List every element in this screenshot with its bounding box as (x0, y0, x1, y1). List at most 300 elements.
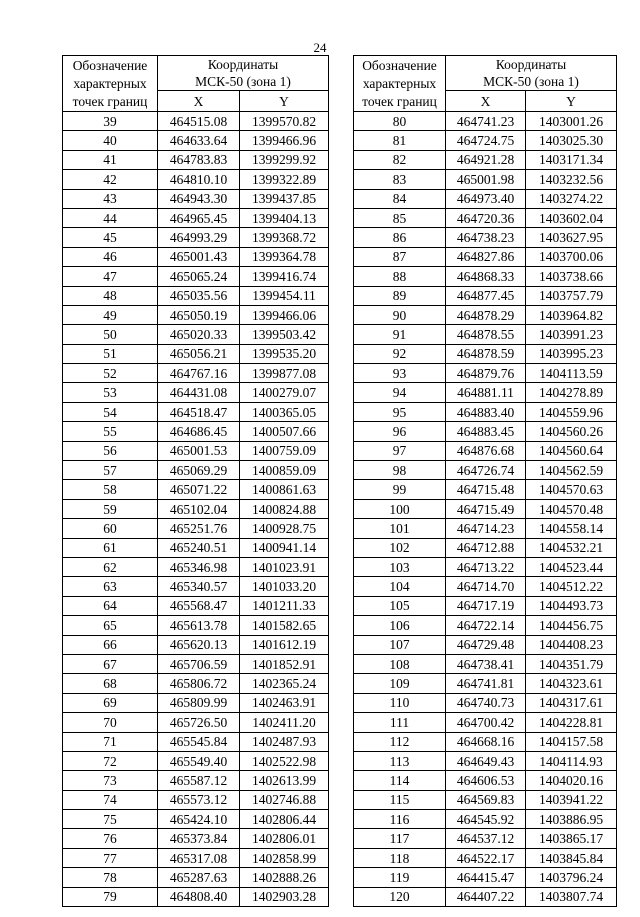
x-coordinate: 464877.45 (446, 286, 526, 305)
table-row (354, 247, 617, 266)
point-number: 87 (354, 247, 446, 266)
point-number: 104 (354, 577, 446, 596)
designation-header-line: характерных (362, 75, 437, 91)
point-number: 42 (63, 170, 158, 189)
y-coordinate: 1401582.65 (240, 616, 329, 635)
table-row (354, 286, 617, 305)
table-row (63, 868, 329, 887)
x-coordinate: 464415.47 (446, 868, 526, 887)
point-number: 65 (63, 616, 158, 635)
x-coordinate: 464715.49 (446, 499, 526, 518)
point-number: 95 (354, 402, 446, 421)
point-number: 77 (63, 848, 158, 867)
y-coordinate: 1404351.79 (526, 654, 617, 673)
point-number: 90 (354, 305, 446, 324)
table-row (63, 577, 329, 596)
y-coordinate: 1399570.82 (240, 112, 329, 131)
point-number: 119 (354, 868, 446, 887)
x-coordinate: 464883.45 (446, 422, 526, 441)
point-number: 117 (354, 829, 446, 848)
x-coordinate: 464515.08 (158, 112, 240, 131)
table-row (63, 693, 329, 712)
point-number: 67 (63, 654, 158, 673)
table-row (354, 344, 617, 363)
x-coordinate: 465050.19 (158, 305, 240, 324)
point-number: 62 (63, 557, 158, 576)
x-coordinate: 464740.73 (446, 693, 526, 712)
y-coordinate: 1404020.16 (526, 771, 617, 790)
designation-header-line: Обозначение (72, 57, 148, 73)
x-coordinate: 464407.22 (446, 887, 526, 906)
x-coordinate: 464714.70 (446, 577, 526, 596)
y-coordinate: 1403627.95 (526, 228, 617, 247)
point-number: 101 (354, 519, 446, 538)
y-coordinate: 1404408.23 (526, 635, 617, 654)
y-coordinate: 1402888.26 (240, 868, 329, 887)
y-coordinate: 1400941.14 (240, 538, 329, 557)
y-coordinate: 1402487.93 (240, 732, 329, 751)
y-coordinate: 1404532.21 (526, 538, 617, 557)
table-row (63, 422, 329, 441)
table-row (63, 364, 329, 383)
y-coordinate: 1402806.44 (240, 810, 329, 829)
y-coordinate: 1403738.66 (526, 267, 617, 286)
x-coordinate: 465706.59 (158, 654, 240, 673)
y-coordinate: 1404512.22 (526, 577, 617, 596)
y-coordinate: 1403886.95 (526, 810, 617, 829)
table-row (354, 364, 617, 383)
y-coordinate: 1402522.98 (240, 751, 329, 770)
table-row (354, 887, 617, 906)
designation-header-line: характерных (73, 75, 147, 91)
table-row (63, 189, 329, 208)
table-row (63, 771, 329, 790)
y-coordinate: 1403964.82 (526, 305, 617, 324)
table-row (63, 557, 329, 576)
x-coordinate: 465287.63 (158, 868, 240, 887)
table-row (354, 208, 617, 227)
table-row (63, 247, 329, 266)
table-row (354, 267, 617, 286)
x-coordinate: 464717.19 (446, 596, 526, 615)
table-row (354, 790, 617, 809)
table-row (354, 305, 617, 324)
designation-header-line: точек границ (72, 93, 148, 109)
point-number: 94 (354, 383, 446, 402)
x-coordinate: 464738.23 (446, 228, 526, 247)
y-coordinate: 1402858.99 (240, 848, 329, 867)
y-coordinate: 1404523.44 (526, 557, 617, 576)
point-number: 53 (63, 383, 158, 402)
point-number: 98 (354, 461, 446, 480)
x-coordinate: 464810.10 (158, 170, 240, 189)
point-number: 58 (63, 480, 158, 499)
x-coordinate: 464879.76 (446, 364, 526, 383)
point-number: 80 (354, 112, 446, 131)
x-coordinate: 465573.12 (158, 790, 240, 809)
y-coordinate: 1403274.22 (526, 189, 617, 208)
x-coordinate: 464878.59 (446, 344, 526, 363)
y-coordinate: 1404570.63 (526, 480, 617, 499)
x-coordinate: 464715.48 (446, 480, 526, 499)
x-coordinate: 464883.40 (446, 402, 526, 421)
table-row (354, 383, 617, 402)
point-number: 76 (63, 829, 158, 848)
point-number: 71 (63, 732, 158, 751)
table-row (354, 868, 617, 887)
point-number: 93 (354, 364, 446, 383)
y-coordinate: 1402613.99 (240, 771, 329, 790)
point-number: 59 (63, 499, 158, 518)
x-coordinate: 465102.04 (158, 499, 240, 518)
y-coordinate: 1404157.58 (526, 732, 617, 751)
point-number: 111 (354, 713, 446, 732)
table-row (354, 596, 617, 615)
point-number: 100 (354, 499, 446, 518)
point-number: 109 (354, 674, 446, 693)
table-row (63, 402, 329, 421)
y-coordinate: 1403995.23 (526, 344, 617, 363)
y-coordinate: 1400759.09 (240, 441, 329, 460)
table-row (63, 112, 329, 131)
y-coordinate: 1403845.84 (526, 848, 617, 867)
point-number: 118 (354, 848, 446, 867)
x-coordinate: 464537.12 (446, 829, 526, 848)
x-coordinate: 464741.23 (446, 112, 526, 131)
x-coordinate: 465568.47 (158, 596, 240, 615)
y-coordinate: 1404559.96 (526, 402, 617, 421)
point-number: 106 (354, 616, 446, 635)
x-coordinate: 465545.84 (158, 732, 240, 751)
point-number: 69 (63, 693, 158, 712)
y-coordinate: 1400861.63 (240, 480, 329, 499)
point-number: 63 (63, 577, 158, 596)
table-row (354, 189, 617, 208)
table-row (354, 519, 617, 538)
x-coordinate: 465069.29 (158, 461, 240, 480)
y-coordinate: 1403001.26 (526, 112, 617, 131)
y-coordinate: 1404278.89 (526, 383, 617, 402)
y-coordinate: 1403171.34 (526, 150, 617, 169)
table-row (354, 461, 617, 480)
table-row (63, 267, 329, 286)
point-number: 102 (354, 538, 446, 557)
x-coordinate: 464965.45 (158, 208, 240, 227)
x-coordinate: 464726.74 (446, 461, 526, 480)
x-coordinate: 465613.78 (158, 616, 240, 635)
point-number: 105 (354, 596, 446, 615)
table-row (354, 674, 617, 693)
y-coordinate: 1404323.61 (526, 674, 617, 693)
point-number: 103 (354, 557, 446, 576)
table-row (63, 713, 329, 732)
point-number: 64 (63, 596, 158, 615)
table-row (63, 228, 329, 247)
y-coordinate: 1401852.91 (240, 654, 329, 673)
x-coordinate: 465806.72 (158, 674, 240, 693)
x-coordinate: 464606.53 (446, 771, 526, 790)
y-coordinate: 1402411.20 (240, 713, 329, 732)
y-coordinate: 1403757.79 (526, 286, 617, 305)
table-row (354, 131, 617, 150)
y-coordinate: 1400824.88 (240, 499, 329, 518)
y-coordinate: 1399466.06 (240, 305, 329, 324)
y-coordinate: 1399416.74 (240, 267, 329, 286)
x-coordinate: 464431.08 (158, 383, 240, 402)
y-coordinate: 1399299.92 (240, 150, 329, 169)
x-coordinate: 465340.57 (158, 577, 240, 596)
table-row (63, 538, 329, 557)
y-coordinate: 1404456.75 (526, 616, 617, 635)
x-coordinate: 464881.11 (446, 383, 526, 402)
x-coordinate: 465020.33 (158, 325, 240, 344)
x-coordinate: 465549.40 (158, 751, 240, 770)
point-number: 57 (63, 461, 158, 480)
x-coordinate: 465587.12 (158, 771, 240, 790)
x-coordinate: 465373.84 (158, 829, 240, 848)
x-coordinate: 465726.50 (158, 713, 240, 732)
point-number: 49 (63, 305, 158, 324)
point-number: 51 (63, 344, 158, 363)
y-coordinate: 1404113.59 (526, 364, 617, 383)
table-row (354, 635, 617, 654)
y-coordinate: 1399535.20 (240, 344, 329, 363)
y-coordinate: 1403025.30 (526, 131, 617, 150)
point-number: 66 (63, 635, 158, 654)
table-row (63, 208, 329, 227)
table-row (63, 131, 329, 150)
table-row (354, 480, 617, 499)
y-coordinate: 1403865.17 (526, 829, 617, 848)
table-row (354, 441, 617, 460)
point-number: 45 (63, 228, 158, 247)
point-number: 47 (63, 267, 158, 286)
coordinates-header-line: МСК-50 (зона 1) (483, 74, 579, 89)
y-coordinate: 1399364.78 (240, 247, 329, 266)
y-coordinate: 1403700.06 (526, 247, 617, 266)
table-row (354, 732, 617, 751)
point-number: 40 (63, 131, 158, 150)
x-coordinate: 464713.22 (446, 557, 526, 576)
point-number: 55 (63, 422, 158, 441)
table-row (354, 616, 617, 635)
table-row (63, 461, 329, 480)
point-number: 48 (63, 286, 158, 305)
point-number: 99 (354, 480, 446, 499)
x-coordinate: 465001.43 (158, 247, 240, 266)
x-coordinate: 464868.33 (446, 267, 526, 286)
point-number: 116 (354, 810, 446, 829)
y-coordinate: 1400859.09 (240, 461, 329, 480)
point-number: 89 (354, 286, 446, 305)
x-coordinate: 464767.16 (158, 364, 240, 383)
table-row (63, 325, 329, 344)
x-coordinate: 464827.86 (446, 247, 526, 266)
x-coordinate: 464741.81 (446, 674, 526, 693)
x-coordinate: 465251.76 (158, 519, 240, 538)
y-coordinate: 1403602.04 (526, 208, 617, 227)
x-coordinate: 465317.08 (158, 848, 240, 867)
table-row (354, 713, 617, 732)
table-row (354, 538, 617, 557)
point-number: 56 (63, 441, 158, 460)
x-coordinate: 464729.48 (446, 635, 526, 654)
x-coordinate: 464569.83 (446, 790, 526, 809)
point-number: 44 (63, 208, 158, 227)
y-coordinate: 1404228.81 (526, 713, 617, 732)
table-row (63, 519, 329, 538)
y-coordinate: 1399454.11 (240, 286, 329, 305)
table-row (354, 751, 617, 770)
x-coordinate: 464783.83 (158, 150, 240, 169)
x-coordinate: 464700.42 (446, 713, 526, 732)
point-number: 60 (63, 519, 158, 538)
table-row (354, 577, 617, 596)
designation-header-line: Обозначение (362, 57, 437, 73)
table-row (354, 771, 617, 790)
x-coordinate: 464720.36 (446, 208, 526, 227)
designation-header (63, 56, 158, 112)
point-number: 84 (354, 189, 446, 208)
table-row (354, 325, 617, 344)
x-coordinate: 464921.28 (446, 150, 526, 169)
y-coordinate: 1404562.59 (526, 461, 617, 480)
designation-header (354, 56, 446, 112)
table-row (63, 441, 329, 460)
y-coordinate: 1404560.26 (526, 422, 617, 441)
page-number: 24 (313, 40, 327, 55)
coordinates-table-right (353, 55, 617, 907)
x-coordinate: 464738.41 (446, 654, 526, 673)
table-row (354, 848, 617, 867)
coordinates-header-line: Координаты (207, 57, 279, 72)
y-coordinate: 1403991.23 (526, 325, 617, 344)
y-coordinate: 1404560.64 (526, 441, 617, 460)
y-coordinate: 1404317.61 (526, 693, 617, 712)
table-row (63, 732, 329, 751)
point-number: 114 (354, 771, 446, 790)
x-coordinate: 465620.13 (158, 635, 240, 654)
y-coordinate: 1402365.24 (240, 674, 329, 693)
point-number: 82 (354, 150, 446, 169)
point-number: 73 (63, 771, 158, 790)
table-row (63, 286, 329, 305)
y-coordinate: 1400279.07 (240, 383, 329, 402)
y-coordinate: 1404114.93 (526, 751, 617, 770)
x-coordinate: 464722.14 (446, 616, 526, 635)
y-header: Y (240, 91, 329, 112)
table-row (354, 170, 617, 189)
table-row (63, 150, 329, 169)
x-coordinate: 465346.98 (158, 557, 240, 576)
x-coordinate: 465035.56 (158, 286, 240, 305)
table-row (354, 150, 617, 169)
point-number: 120 (354, 887, 446, 906)
point-number: 54 (63, 402, 158, 421)
y-coordinate: 1403941.22 (526, 790, 617, 809)
table-row (354, 422, 617, 441)
x-coordinate: 464876.68 (446, 441, 526, 460)
y-coordinate: 1399322.89 (240, 170, 329, 189)
y-coordinate: 1403232.56 (526, 170, 617, 189)
x-coordinate: 464993.29 (158, 228, 240, 247)
y-coordinate: 1402806.01 (240, 829, 329, 848)
table-row (354, 112, 617, 131)
x-coordinate: 464943.30 (158, 189, 240, 208)
y-coordinate: 1399437.85 (240, 189, 329, 208)
coordinates-table-left (62, 55, 329, 907)
x-coordinate: 465240.51 (158, 538, 240, 557)
point-number: 68 (63, 674, 158, 693)
table-row (354, 557, 617, 576)
designation-header-line: точек границ (362, 93, 437, 109)
point-number: 83 (354, 170, 446, 189)
point-number: 75 (63, 810, 158, 829)
table-row (63, 305, 329, 324)
y-coordinate: 1399877.08 (240, 364, 329, 383)
table-row (354, 693, 617, 712)
table-row (63, 829, 329, 848)
table-row (63, 674, 329, 693)
point-number: 92 (354, 344, 446, 363)
x-coordinate: 464668.16 (446, 732, 526, 751)
x-header: X (158, 91, 240, 112)
table-row (63, 499, 329, 518)
y-coordinate: 1400507.66 (240, 422, 329, 441)
y-coordinate: 1404493.73 (526, 596, 617, 615)
x-header: X (446, 91, 526, 112)
y-coordinate: 1403807.74 (526, 887, 617, 906)
x-coordinate: 465001.98 (446, 170, 526, 189)
coordinates-header-line: Координаты (495, 57, 567, 72)
y-coordinate: 1401033.20 (240, 577, 329, 596)
point-number: 81 (354, 131, 446, 150)
table-row (63, 887, 329, 906)
point-number: 41 (63, 150, 158, 169)
x-coordinate: 464522.17 (446, 848, 526, 867)
table-row (63, 635, 329, 654)
table-row (63, 654, 329, 673)
point-number: 74 (63, 790, 158, 809)
x-coordinate: 464686.45 (158, 422, 240, 441)
table-row (63, 480, 329, 499)
point-number: 39 (63, 112, 158, 131)
y-coordinate: 1399503.42 (240, 325, 329, 344)
x-coordinate: 464545.92 (446, 810, 526, 829)
y-coordinate: 1401612.19 (240, 635, 329, 654)
table-row (63, 616, 329, 635)
y-coordinate: 1402746.88 (240, 790, 329, 809)
point-number: 50 (63, 325, 158, 344)
point-number: 91 (354, 325, 446, 344)
y-coordinate: 1402903.28 (240, 887, 329, 906)
point-number: 113 (354, 751, 446, 770)
point-number: 78 (63, 868, 158, 887)
table-row (354, 654, 617, 673)
point-number: 88 (354, 267, 446, 286)
point-number: 108 (354, 654, 446, 673)
x-coordinate: 465056.21 (158, 344, 240, 363)
coordinates-header (446, 56, 617, 91)
x-coordinate: 464808.40 (158, 887, 240, 906)
x-coordinate: 464649.43 (446, 751, 526, 770)
coordinates-header-line: МСК-50 (зона 1) (195, 74, 291, 89)
point-number: 70 (63, 713, 158, 732)
x-coordinate: 464633.64 (158, 131, 240, 150)
table-row (63, 596, 329, 615)
y-coordinate: 1400365.05 (240, 402, 329, 421)
x-coordinate: 465809.99 (158, 693, 240, 712)
